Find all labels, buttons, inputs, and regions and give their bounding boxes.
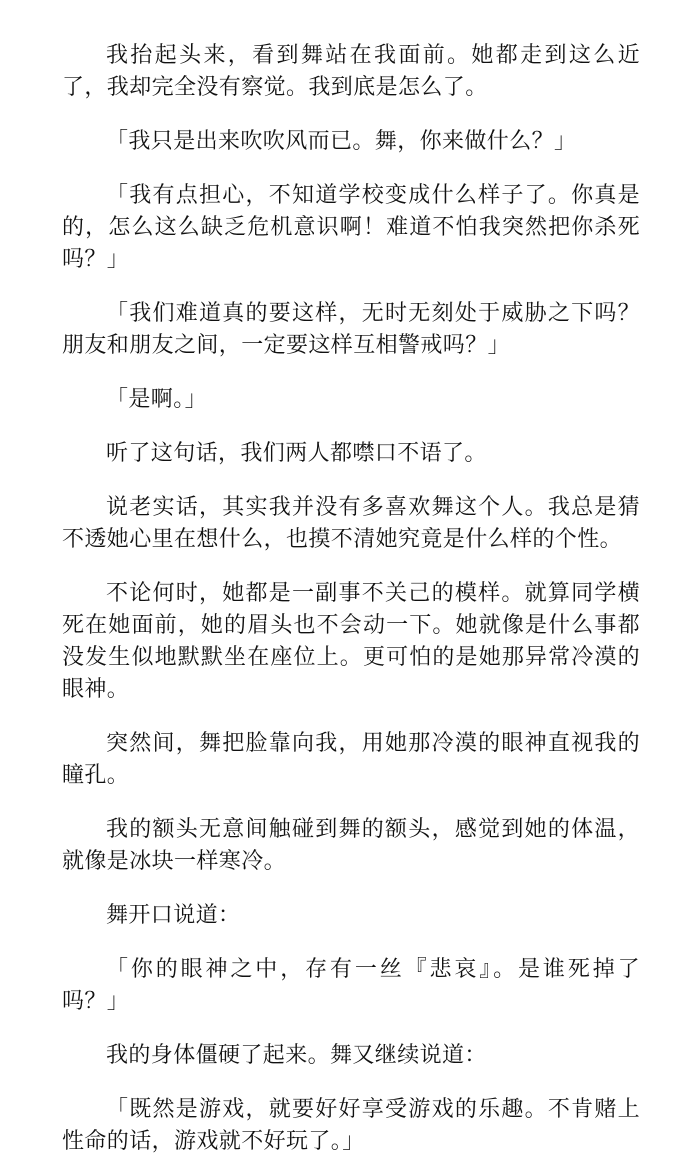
paragraph-2: 「我只是出来吹吹风而已。舞，你来做什么？」 bbox=[106, 129, 577, 154]
paragraph-3: 「我有点担心，不知道学校变成什么样子了。你真是的，怎么这么缺乏危机意识啊！难道不怕我突然把你杀死吗？」 bbox=[62, 183, 640, 272]
paragraph-10: 我的额头无意间触碰到舞的额头，感觉到她的体温，就像是冰块一样寒冷。 bbox=[62, 817, 640, 874]
paragraph-12: 「你的眼神之中，存有一丝『悲哀』。是谁死掉了吗？」 bbox=[62, 957, 640, 1014]
paragraph-6: 听了这句话，我们两人都噤口不语了。 bbox=[106, 441, 487, 466]
paragraph-5: 「是啊。」 bbox=[106, 387, 208, 412]
paragraph-1: 我抬起头来，看到舞站在我面前。她都走到这么近了，我却完全没有察觉。我到底是怎么了。 bbox=[62, 43, 640, 100]
paragraph-8: 不论何时，她都是一副事不关己的模样。就算同学横死在她面前，她的眉头也不会动一下。她就像是什么事都没发生似地默默坐在座位上。更可怕的是她那异常冷漠的眼神。 bbox=[62, 581, 640, 702]
paragraph-4: 「我们难道真的要这样，无时无刻处于威胁之下吗？朋友和朋友之间，一定要这样互相警戒吗？」 bbox=[62, 301, 640, 358]
paragraph-11: 舞开口说道： bbox=[106, 903, 241, 928]
paragraph-14: 「既然是游戏，就要好好享受游戏的乐趣。不肯赌上性命的话，游戏就不好玩了。」 bbox=[62, 1097, 640, 1154]
paragraph-9: 突然间，舞把脸靠向我，用她那冷漠的眼神直视我的瞳孔。 bbox=[62, 731, 640, 788]
paragraph-7: 说老实话，其实我并没有多喜欢舞这个人。我总是猜不透她心里在想什么，也摸不清她究竟是什么样的个性。 bbox=[62, 495, 640, 552]
paragraph-13: 我的身体僵硬了起来。舞又继续说道： bbox=[106, 1043, 487, 1068]
